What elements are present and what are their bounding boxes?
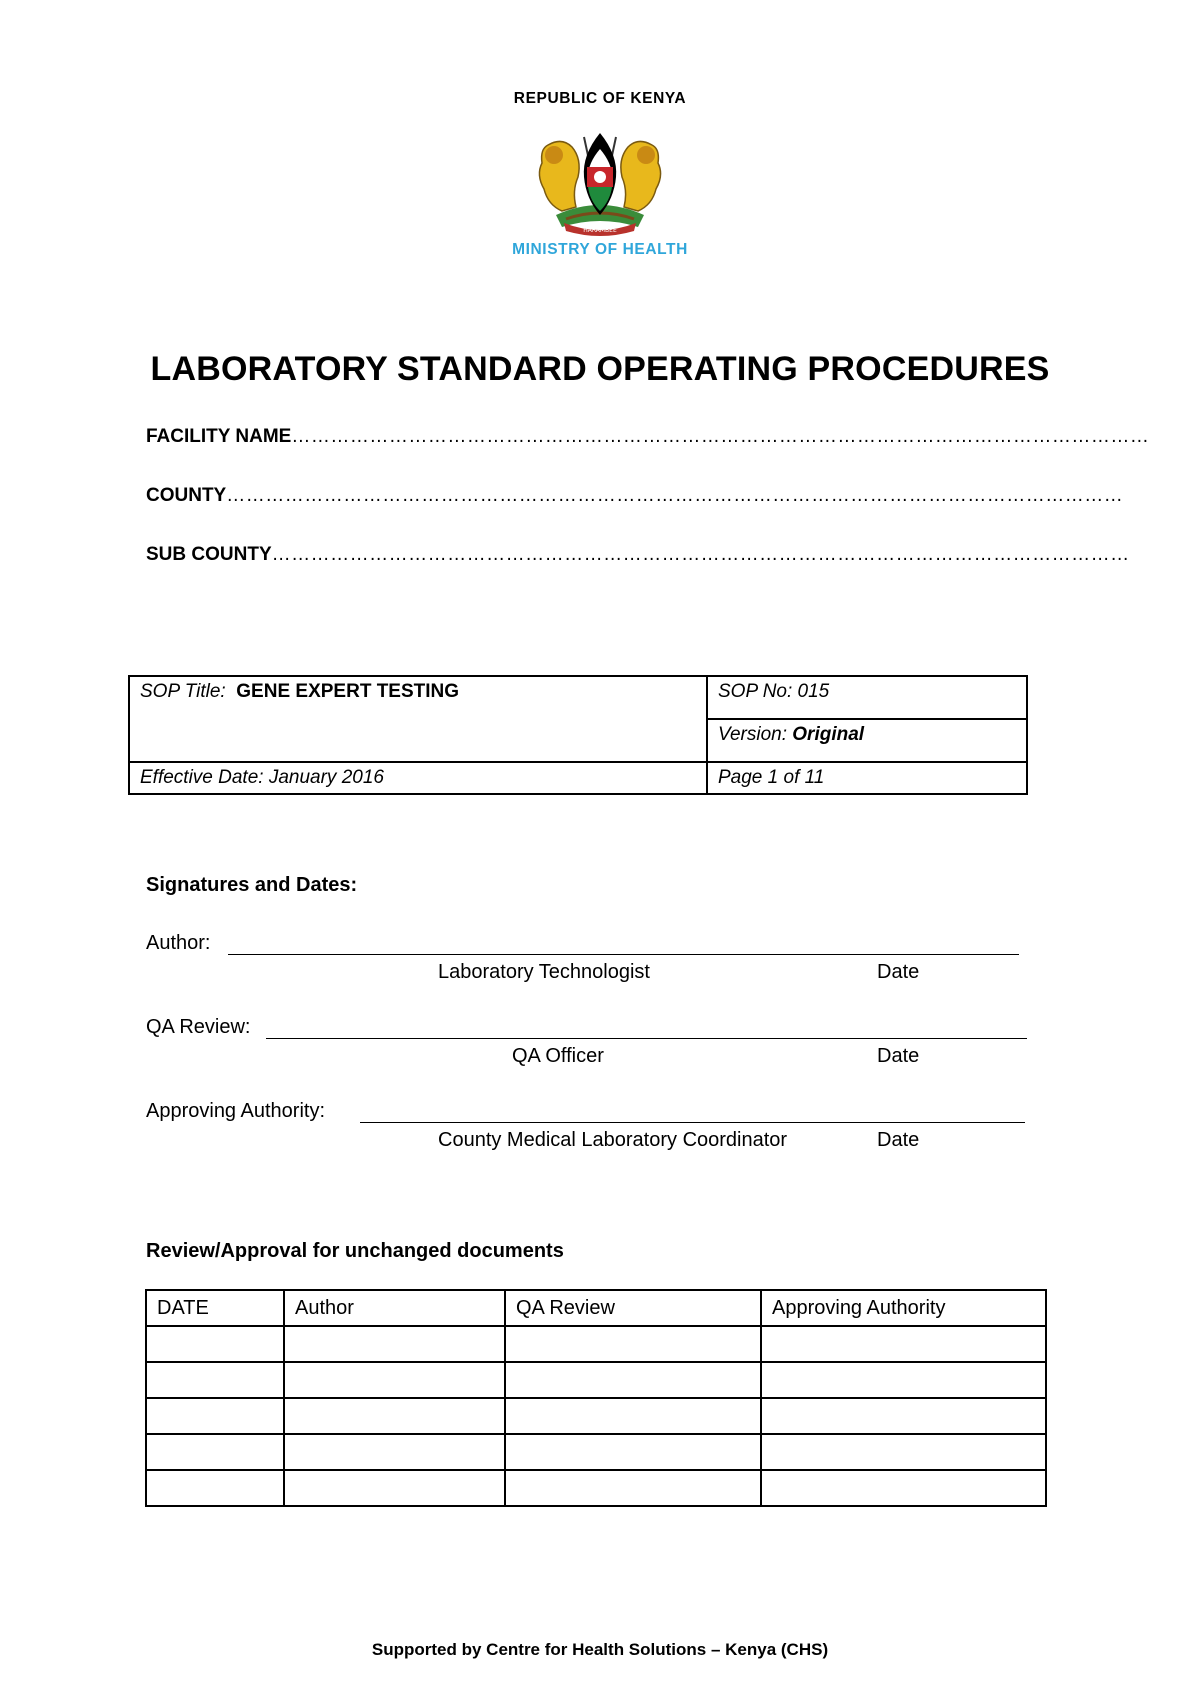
approver-role: County Medical Laboratory Coordinator — [438, 1129, 788, 1151]
version-value: Original — [792, 724, 865, 745]
table-row — [146, 1326, 1046, 1362]
fill-in-dots: ………………………………………………………………………………………………………………………… — [226, 485, 1124, 506]
table-cell[interactable] — [146, 1326, 284, 1362]
author-signature-label: Author: — [146, 932, 211, 954]
sop-number: SOP No: 015 — [707, 676, 1027, 719]
page-title: LABORATORY STANDARD OPERATING PROCEDURES — [150, 350, 1050, 388]
table-cell[interactable] — [146, 1398, 284, 1434]
sop-info-table — [128, 675, 1028, 795]
qa-date-label: Date — [877, 1045, 920, 1067]
table-cell[interactable] — [505, 1434, 761, 1470]
table-cell[interactable] — [284, 1398, 505, 1434]
table-cell[interactable] — [761, 1362, 1046, 1398]
author-role: Laboratory Technologist — [438, 961, 650, 983]
sop-title-cell — [129, 676, 707, 762]
table-row — [146, 1398, 1046, 1434]
fill-in-dots: …………………………………………………………………………………………………………………… — [291, 426, 1150, 447]
table-row — [146, 1362, 1046, 1398]
review-heading: Review/Approval for unchanged documents — [146, 1240, 564, 1262]
table-cell[interactable] — [761, 1326, 1046, 1362]
approving-authority-signature-line[interactable] — [360, 1122, 1025, 1123]
column-header-qa-review: QA Review — [505, 1290, 761, 1326]
table-cell[interactable] — [284, 1470, 505, 1506]
table-cell[interactable] — [761, 1434, 1046, 1470]
fill-in-dots: …………………………………………………………………………………………………………………… — [271, 544, 1130, 565]
sop-title-label: SOP Title: — [140, 681, 226, 702]
field-label: SUB COUNTY — [146, 544, 272, 565]
table-cell[interactable] — [761, 1470, 1046, 1506]
sop-version-cell — [707, 719, 1027, 762]
facility-name-field — [146, 426, 1150, 448]
coat-of-arms-icon — [526, 115, 674, 239]
sub-county-field — [146, 544, 1130, 566]
table-cell[interactable] — [505, 1362, 761, 1398]
column-header-approving-authority: Approving Authority — [761, 1290, 1046, 1326]
column-header-date: DATE — [146, 1290, 284, 1326]
qa-role: QA Officer — [512, 1045, 604, 1067]
qa-review-signature-label: QA Review: — [146, 1016, 251, 1038]
sop-title-value: GENE EXPERT TESTING — [236, 681, 460, 702]
table-row — [146, 1470, 1046, 1506]
table-cell[interactable] — [505, 1326, 761, 1362]
republic-heading: REPUBLIC OF KENYA — [513, 90, 687, 107]
table-cell[interactable] — [505, 1398, 761, 1434]
table-cell[interactable] — [284, 1326, 505, 1362]
field-label: FACILITY NAME — [146, 426, 292, 447]
author-date-label: Date — [877, 961, 920, 983]
table-header-row — [146, 1290, 1046, 1326]
qa-review-signature-line[interactable] — [266, 1038, 1027, 1039]
table-cell[interactable] — [761, 1398, 1046, 1434]
approver-date-label: Date — [877, 1129, 920, 1151]
table-cell[interactable] — [284, 1434, 505, 1470]
table-cell[interactable] — [146, 1470, 284, 1506]
field-label: COUNTY — [146, 485, 227, 506]
table-cell[interactable] — [146, 1434, 284, 1470]
column-header-author: Author — [284, 1290, 505, 1326]
footer-text: Supported by Centre for Health Solutions – Kenya (CHS) — [371, 1640, 829, 1659]
county-field — [146, 485, 1124, 507]
page-number: Page 1 of 11 — [707, 762, 1027, 794]
effective-date: Effective Date: January 2016 — [129, 762, 707, 794]
table-row — [146, 1434, 1046, 1470]
table-cell[interactable] — [146, 1362, 284, 1398]
author-signature-line[interactable] — [228, 954, 1019, 955]
emblem-motto: HARAMBEE — [583, 227, 617, 234]
table-cell[interactable] — [284, 1362, 505, 1398]
ministry-heading: MINISTRY OF HEALTH — [512, 241, 688, 258]
review-approval-table — [145, 1289, 1047, 1507]
approving-authority-signature-label: Approving Authority: — [146, 1100, 325, 1122]
signatures-heading: Signatures and Dates: — [146, 874, 358, 896]
version-label: Version: — [718, 724, 787, 745]
table-cell[interactable] — [505, 1470, 761, 1506]
